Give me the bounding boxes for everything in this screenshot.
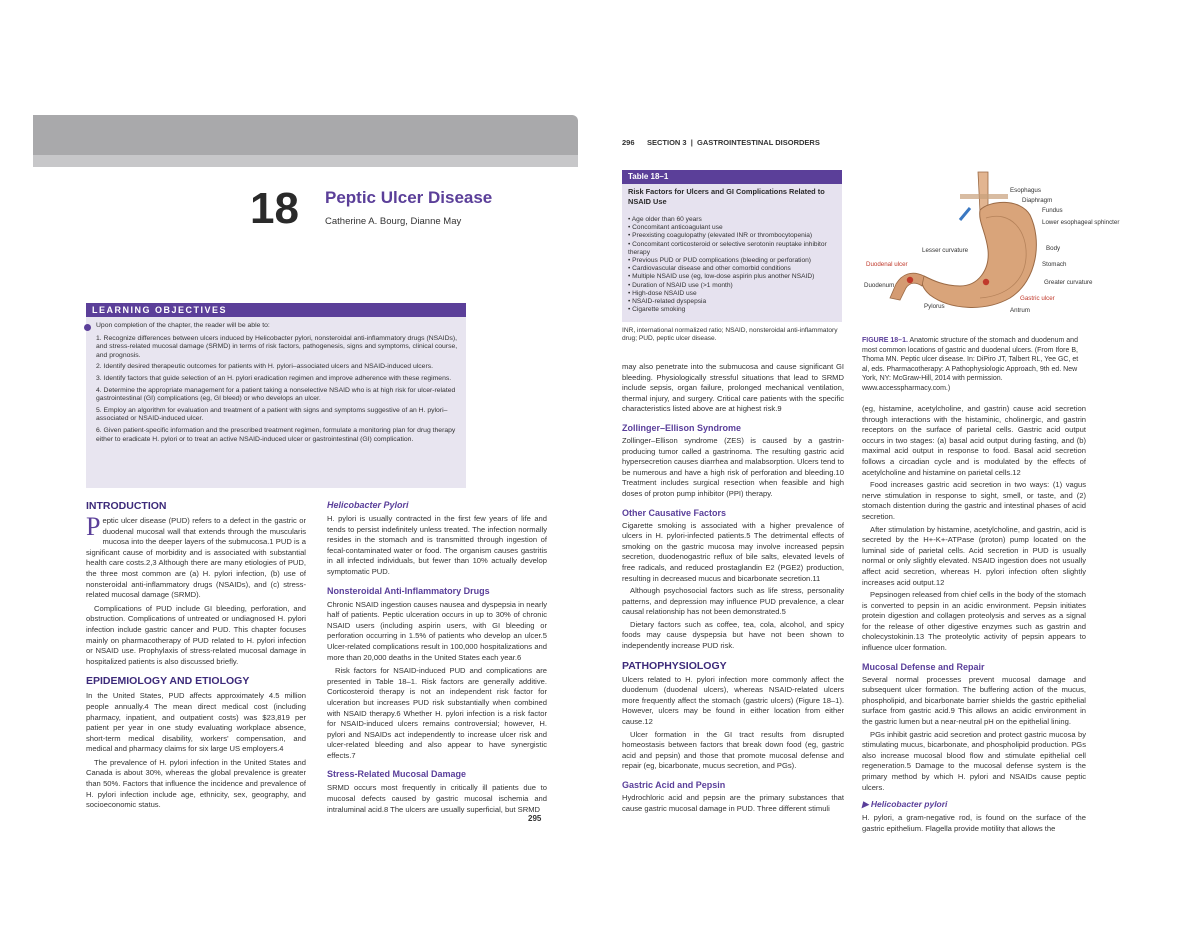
epidemiology-paragraph-2: The prevalence of H. pylori infection in the United States and Canada is about 30%, whereas the global prevalence is greater than 50%. Factors that influence the incidence and prevalence of H. pylori infection include age, ethnicity, sex, geography, and socioeconomic status.: [86, 757, 306, 810]
hp-subheading: ▶ Helicobacter pylori: [862, 799, 948, 810]
label-gastric-ulcer: Gastric ulcer: [1020, 295, 1055, 302]
nsaid-paragraph: Chronic NSAID ingestion causes nausea and dyspepsia in nearly half of patients. Peptic ulceration occurs in up to 30% of chronic NSAID users (including aspirin users, with GI bleeding or perforation occurring in 1.5% of patients who develop an ulcer.5 Ulcer-related complications result in 100,000 hospitalizations and more than 20,000 deaths in the United States each year.6: [327, 599, 547, 662]
stress-paragraph: SRMD occurs most frequently in critically ill patients due to mucosal defects caused by gastric mucosal ischemia and intraluminal acid.8 The ulcers are usually superficial, but SRMD: [327, 783, 547, 814]
pathophysiology-paragraph: Ulcers related to H. pylori infection more commonly affect the duodenum (duodenal ulcers), whereas NSAID-related ulcers more frequently affect the stomach (gastric ulcers) (Figure 18–1). However, ulcers may be found in either location from either cause.12: [622, 674, 844, 727]
table-list-item: • Cardiovascular disease and other comorbid conditions: [628, 265, 791, 273]
label-body: Body: [1046, 245, 1061, 252]
introduction-text: eptic ulcer disease (PUD) refers to a defect in the gastric or duodenal mucosal wall that extends through the muscularis mucosa into the deeper layers of the submucosa.1 PUD is a significant cause of morbidity and is associated with substantial health care costs.2,3 Although there are many etiologies of PUD, the three most common are (a) H. pylori infection, (b) use of nonsteroidal anti-inflammatory drugs (NSAIDs), and (c) stress-related mucosal damage (SRMD).: [86, 516, 306, 600]
table-list-item: • Concomitant anticoagulant use: [628, 224, 723, 232]
table-list: [628, 216, 836, 314]
table-list-item: • Preexisting coagulopathy (elevated INR or thrombocytopenia): [628, 232, 813, 240]
label-stomach: Stomach: [1042, 261, 1067, 268]
nsaid-heading: Nonsteroidal Anti-Inflammatory Drugs: [327, 585, 490, 596]
pathophysiology-heading: PATHOPHYSIOLOGY: [622, 659, 727, 672]
label-duodenal-ulcer: Duodenal ulcer: [866, 261, 908, 268]
stress-heading: Stress-Related Mucosal Damage: [327, 769, 467, 780]
label-diaphragm: Diaphragm: [1022, 197, 1053, 204]
table-title: Risk Factors for Ulcers and GI Complications Related to NSAID Use: [628, 187, 825, 206]
running-head: 296 SECTION 3 | GASTROINTESTINAL DISORDERS: [622, 138, 820, 147]
table-list-item: • Concomitant corticosteroid or selective serotonin reuptake inhibitor therapy: [628, 240, 827, 256]
learning-objectives-list: [96, 322, 458, 444]
right-column-1: [622, 362, 844, 814]
epidemiology-heading: EPIDEMIOLOGY AND ETIOLOGY: [86, 675, 250, 688]
introduction-paragraph-2: Complications of PUD include GI bleeding, perforation, and obstruction. Complications of untreated or undiagnosed H. pylori infection include gastric cancer and PUD. This chapter focuses mainly on pharmacotherapy of PUD related to H. pylori infection or NSAID use. Prophylaxis of stress-related mucosal damage in hospitalized patients is also discussed briefly.: [86, 603, 306, 666]
right-column-2: [862, 404, 1086, 834]
table-list-item: • High-dose NSAID use: [628, 289, 697, 297]
table-list-item: • Age older than 60 years: [628, 216, 702, 223]
table-list-item: • Cigarette smoking: [628, 306, 686, 314]
chapter-authors: Catherine A. Bourg, Dianne May: [325, 216, 462, 227]
middle-column: [327, 500, 547, 815]
other-factors-paragraph: Cigarette smoking is associated with a higher prevalence of ulcers in H. pylori-infected patients.5 The detrimental effects of smoking on the gastric mucosa may involve increased pepsin secretion, duodenogastric reflux of bile salts, elevated levels of free radicals, and reduced prostaglandin E2 (PGE2) production, resulting in decreased mucus and bicarbonate secretion.11: [622, 520, 844, 583]
pepsinogen-paragraph: Pepsinogen released from chief cells in the body of the stomach is converted to pepsin in an acidic environment. Pepsin initiates protein digestion and collagen proteolysis and serves as a signal for the release of other digestive enzymes such as gastrin and cholecystokinin.13 The proteolytic activity of pepsin appears to influence ulcer formation.: [862, 590, 1086, 653]
food-paragraph: Food increases gastric acid secretion in two ways: (1) vagus nerve stimulation in response to sight, smell, or taste, and (2) stomach distention during the gastric and intestinal phases of acid secretion.: [862, 480, 1086, 521]
label-fundus: Fundus: [1042, 207, 1063, 214]
label-lesser-curvature: Lesser curvature: [922, 247, 969, 254]
mucosal-defense-heading: Mucosal Defense and Repair: [862, 661, 985, 672]
label-pylorus: Pylorus: [924, 303, 945, 310]
label-greater-curvature: Greater curvature: [1044, 279, 1093, 286]
duodenum-shape: [890, 273, 924, 300]
introduction-heading: INTRODUCTION: [86, 500, 167, 512]
table-list-item: • Duration of NSAID use (>1 month): [628, 281, 733, 289]
chapter-title: Peptic Ulcer Disease: [325, 188, 493, 207]
objective-item: 3. Identify factors that guide selection of an H. pylori eradication regimen and improve adherence with these regimens.: [96, 374, 452, 382]
objective-item: 5. Employ an algorithm for evaluation and treatment of a patient with signs and symptoms suggestive of an H. pylori–associated or NSAID-induced ulcer.: [96, 406, 448, 423]
label-antrum: Antrum: [1010, 307, 1030, 314]
chapter-header-band-lower: [33, 155, 578, 167]
vessel-shape: [960, 208, 970, 220]
objective-item: 1. Recognize differences between ulcers induced by Helicobacter pylori, nonsteroidal anti-inflammatory drugs (NSAIDs), and stress-related mucosal damage (SRMD) in terms of risk factors, pathogenesis, signs and symptoms, clinical course, and prognosis.: [96, 334, 458, 359]
chapter-number: 18: [250, 184, 299, 233]
figure-caption: [862, 336, 1086, 394]
left-column: [86, 500, 306, 811]
table-label: Table 18–1: [628, 172, 669, 181]
stomach-shape: [922, 202, 1036, 307]
h-pylori-heading: Helicobacter Pylori: [327, 500, 409, 510]
learning-objectives-heading: LEARNING OBJECTIVES: [86, 303, 466, 317]
drop-cap: P: [86, 512, 101, 541]
objective-item: 2. Identify desired therapeutic outcomes for patients with H. pylori–associated ulcers and NSAID-induced ulcers.: [96, 363, 433, 371]
stomach-anatomy-figure: [860, 170, 1120, 330]
figure-caption-text: Anatomic structure of the stomach and duodenum and most common locations of gastric and duodenal ulcers. (From Ifore B, Thoma MN. Peptic ulcer disease. In: DiPiro JT, Talbert RL, Yee GC, et al, eds. Pharmacotherapy: A Pathophysiologic Approach, 9th ed. New York, NY: McGraw-Hill, 2014 with permission. www.accesspharmacy.com.): [862, 337, 1079, 392]
other-factors-paragraph-2: Although psychosocial factors such as life stress, personality patterns, and depression may influence PUD prevalence, a clear causal relationship has not been demonstrated.5: [622, 586, 844, 617]
objective-item: 6. Given patient-specific information and the prescribed treatment regimen, formulate a monitoring plan for drug therapy either to eradicate H. pylori or to treat an active NSAID-induced ulcer or gastrointestinal (GI) complication.: [96, 426, 456, 443]
acid-pepsin-heading: Gastric Acid and Pepsin: [622, 780, 726, 790]
proton-pump-paragraph: After stimulation by histamine, acetylcholine, and gastrin, acid is secreted by the H+-K+-ATPase (proton) pump located on the luminal side of parietal cells. Acid secretion in PUD is usually normal or only slightly elevated. NSAID ingestion does not usually affect acid secretion, whereas H. pylori infection often slightly increases acid output.12: [862, 524, 1086, 587]
diaphragm-shape: [960, 194, 1008, 199]
learning-objectives-marker: [84, 324, 91, 331]
epidemiology-paragraph: In the United States, PUD affects approximately 4.5 million people annually.4 The mean direct medical cost (including pharmacy, inpatient, and outpatient costs) was $23,819 per patient per year in one study evaluating workplace absence, short-term medical disability, workers' compensation, and medical and pharmacy claims for six large US employers.4: [86, 691, 306, 754]
table-list-item: • Multiple NSAID use (eg, low-dose aspirin plus another NSAID): [628, 273, 815, 281]
learning-objectives-intro: Upon completion of the chapter, the reader will be able to:: [96, 322, 270, 329]
pathophysiology-paragraph-2: Ulcer formation in the GI tract results from disrupted homeostasis between factors that break down food (eg, gastric acid and pepsin) and those that promote mucosal defense and repair (eg, bicarbonate, mucus secretion, and PGs).: [622, 729, 844, 771]
gastric-ulcer-mark: [983, 279, 989, 285]
zes-heading: Zollinger–Ellison Syndrome: [622, 422, 742, 433]
nsaid-paragraph-2: Risk factors for NSAID-induced PUD and complications are presented in Table 18–1. Risk factors are generally additive. Corticosteroid therapy is not an independent risk factor for ulceration but increases PUD risk substantially when combined with NSAID therapy.6 Whether H. pylori infection is a risk factor for NSAID-induced ulcers remains controversial; however, H. pylori and NSAIDs act independently to increase ulcer risk and ulcer-related bleeding and also appear to have synergistic effects.7: [327, 666, 547, 760]
duodenal-ulcer-mark: [907, 277, 913, 283]
label-duodenum: Duodenum: [864, 282, 895, 289]
objective-item: 4. Determine the appropriate management for a patient taking a nonselective NSAID who is at high risk for ulcer-related gastrointestinal (GI) complications (eg, GI bleed) or who develops an ulcer.: [96, 386, 456, 403]
other-factors-heading: Other Causative Factors: [622, 507, 727, 518]
zes-paragraph: Zollinger–Ellison syndrome (ZES) is caused by a gastrin-producing tumor called a gastrinoma. The resulting gastric acid hypersecretion causes diarrhea and malabsorption. Ulcers tend to be numerous and have a high risk of perforation and bleeding.10 Treatment includes surgical resection when feasible and high doses of proton pump inhibitor (PPI) therapy.: [622, 435, 844, 498]
table-list-item: • NSAID-related dyspepsia: [628, 298, 707, 306]
acid-pepsin-paragraph: Hydrochloric acid and pepsin are the primary substances that cause gastric mucosal damage in PUD. Three different stimuli: [622, 793, 844, 813]
acid-stimuli-paragraph: (eg, histamine, acetylcholine, and gastrin) cause acid secretion through interactions with the histaminic, cholinergic, and gastrin receptors on the surface of parietal cells. Gastric acid output occurs in two stages: (a) basal acid output during fasting, and (b) maximal acid output in response to food. Basal acid secretion follows a circadian cycle and is modulated by the effects of acetylcholine and histamine on parietal cells.12: [862, 404, 1086, 477]
introduction-paragraph: [86, 512, 306, 601]
label-esophagus: Esophagus: [1010, 187, 1041, 194]
h-pylori-paragraph: H. pylori is usually contracted in the first few years of life and tends to persist indefinitely unless treated. The infection normally resides in the stomach and is transmitted through ingestion of fecal-contaminated water or food. The organism causes gastritis in all infected individuals, but fewer than 10% actually develop symptomatic PUD.: [327, 514, 547, 576]
table-list-item: • Previous PUD or PUD complications (bleeding or perforation): [628, 257, 811, 265]
mucosal-defense-paragraph-2: PGs inhibit gastric acid secretion and protect gastric mucosa by stimulating mucus, bicarbonate, and phospholipid production. PGs also increase mucosal blood flow and stimulate epithelial cell regeneration.5 Damage to the mucosal defense system is the primary method by which H. pylori and NSAIDs cause peptic ulcers.: [862, 729, 1086, 792]
figure-caption-label: FIGURE 18–1.: [862, 337, 908, 344]
page-number-left: 295: [528, 814, 542, 823]
srmd-continued-paragraph: may also penetrate into the submucosa and cause significant GI bleeding. Physiologically stressful situations that lead to SRMD include sepsis, organ failure, prolonged mechanical ventilation, thermal injury, and surgery. Critical care patients with the specific characteristics listed above are at highest risk.9: [622, 362, 844, 414]
table-footnote: INR, international normalized ratio; NSAID, nonsteroidal anti-inflammatory drug; PUD, peptic ulcer disease.: [622, 327, 838, 343]
other-factors-paragraph-3: Dietary factors such as coffee, tea, cola, alcohol, and spicy foods may cause dyspepsia but have not been shown to independently increase PUD risk.: [622, 619, 844, 651]
mucosal-defense-paragraph: Several normal processes prevent mucosal damage and subsequent ulcer formation. The buffering action of the mucus, phospholipid, and bicarbonate barrier shields the gastric epithelial surface from gastric acid.9 This allows an acidic environment in the gastric lumen but a near-neutral pH on the epithelial lining.: [862, 674, 1086, 727]
label-les: Lower esophageal sphincter: [1042, 219, 1120, 226]
hp-paragraph: H. pylori, a gram-negative rod, is found on the surface of the gastric epithelium. Flagella provide motility that allows the: [862, 813, 1086, 833]
